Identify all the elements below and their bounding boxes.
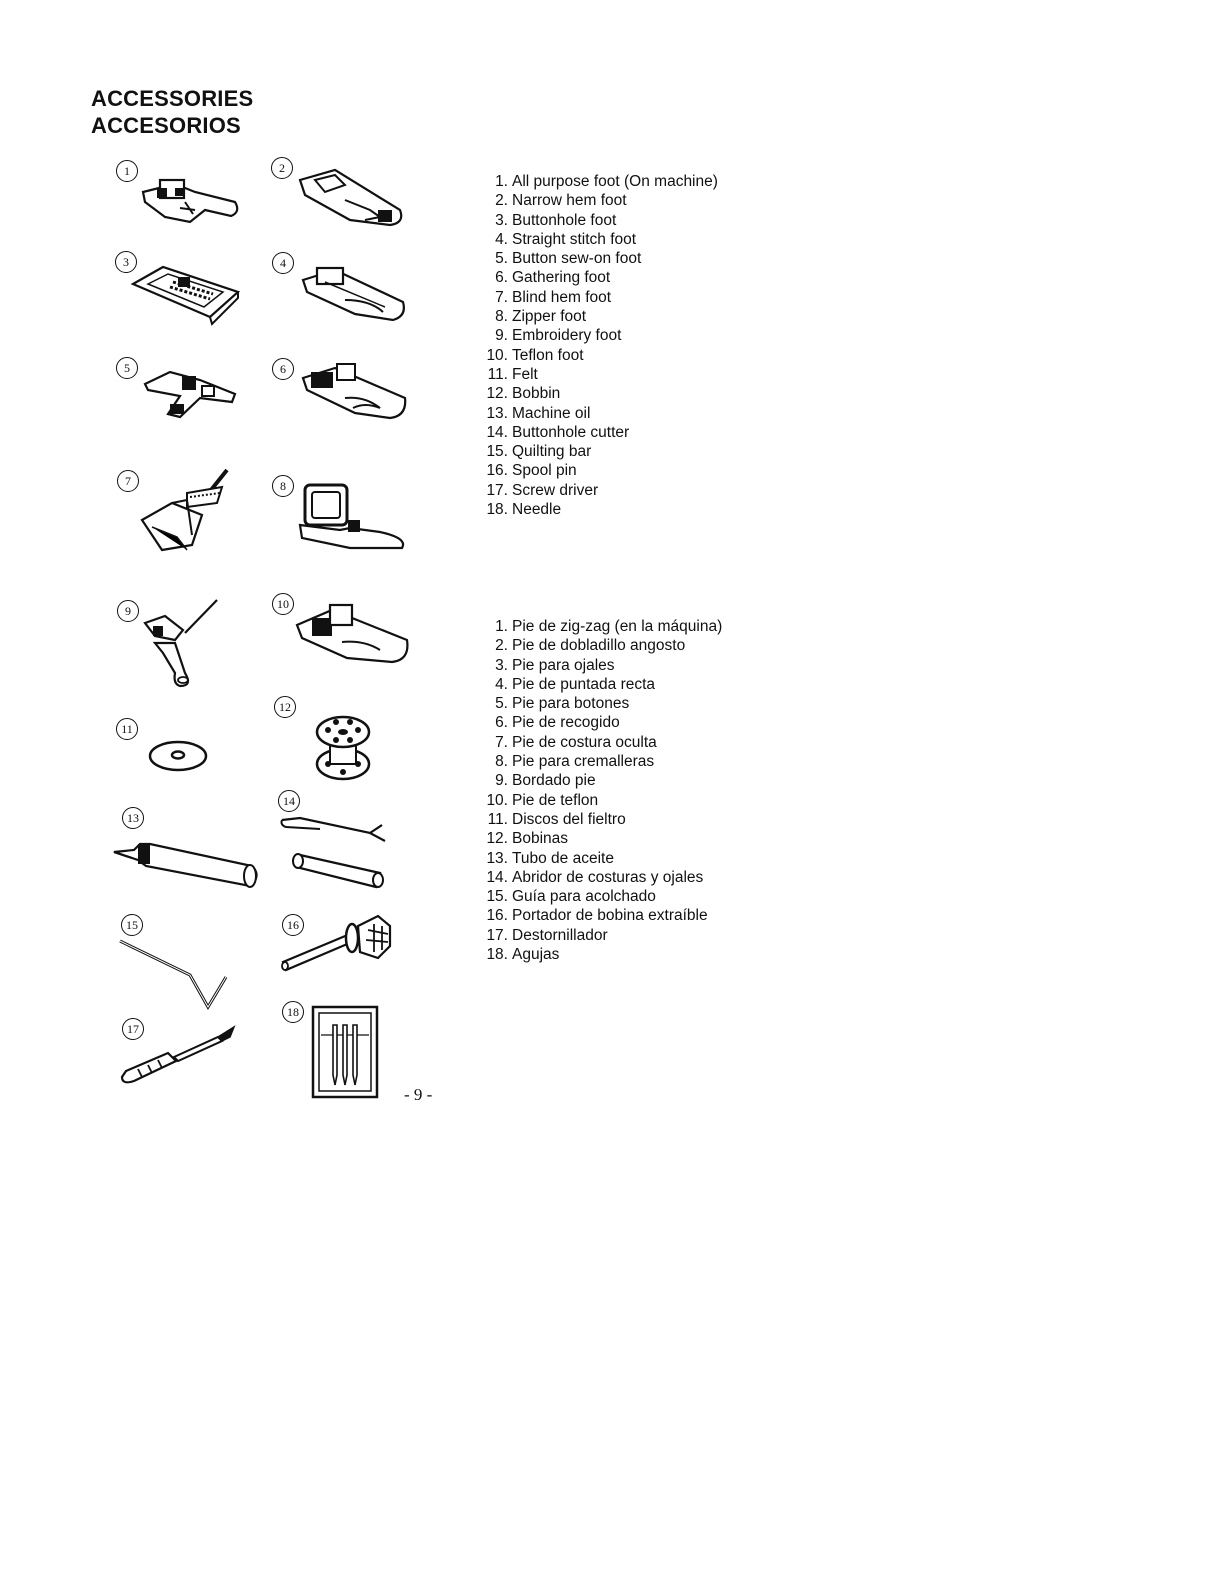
figure-number-14: 14 (278, 790, 300, 812)
all-purpose-foot-illustration (135, 172, 245, 237)
accessory-list-spanish (480, 617, 722, 964)
figure-number-6: 6 (272, 358, 294, 380)
list-item: 10. Pie de teflon (486, 791, 599, 809)
list-item: 9. Bordado pie (495, 772, 596, 790)
list-item: 8. Pie para cremalleras (495, 753, 655, 771)
list-item: 9. Embroidery foot (495, 327, 622, 345)
button-sew-on-foot-illustration (140, 362, 240, 424)
list-item: 18. Needle (486, 501, 562, 519)
screw-driver-illustration (118, 1025, 238, 1087)
figure-number-12: 12 (274, 696, 296, 718)
felt-disc-illustration (147, 738, 209, 774)
zipper-foot-illustration (290, 480, 410, 555)
figure-number-18: 18 (282, 1001, 304, 1023)
list-item: 16. Spool pin (486, 462, 577, 480)
bobbin-illustration (312, 712, 374, 782)
blind-hem-foot-illustration (132, 465, 242, 560)
needle-pack-illustration (311, 1005, 381, 1100)
list-item: 15. Guía para acolchado (486, 888, 656, 906)
buttonhole-cutter-illustration (280, 815, 390, 890)
list-item: 7. Blind hem foot (495, 288, 612, 306)
straight-stitch-foot-illustration (295, 262, 410, 332)
list-item: 6. Gathering foot (495, 269, 611, 287)
narrow-hem-foot-illustration (290, 165, 410, 240)
list-item: 14. Buttonhole cutter (486, 423, 630, 441)
list-item: 4. Straight stitch foot (495, 230, 637, 248)
figure-number-5: 5 (116, 357, 138, 379)
figure-number-1: 1 (116, 160, 138, 182)
quilting-bar-illustration (118, 935, 233, 1013)
page-title-spanish: ACCESORIOS (91, 113, 241, 138)
figure-number-8: 8 (272, 475, 294, 497)
figure-number-3: 3 (115, 251, 137, 273)
list-item: 12. Bobbin (486, 385, 561, 403)
list-item: 16. Portador de bobina extraíble (486, 907, 708, 925)
list-item: 2. Narrow hem foot (495, 192, 627, 210)
list-item: 11. Discos del fieltro (487, 810, 626, 828)
figure-number-7: 7 (117, 470, 139, 492)
list-item: 12. Bobinas (486, 830, 569, 848)
list-item: 1. All purpose foot (On machine) (495, 173, 718, 190)
list-item: 14. Abridor de costuras y ojales (486, 868, 704, 886)
list-item: 2. Pie de dobladillo angosto (495, 637, 686, 655)
figure-number-17: 17 (122, 1018, 144, 1040)
spool-pin-illustration (278, 912, 398, 974)
figure-number-4: 4 (272, 252, 294, 274)
page-number: - 9 - (404, 1085, 433, 1104)
buttonhole-foot-illustration (128, 262, 243, 327)
list-item: 5. Button sew-on foot (495, 250, 642, 268)
list-item: 1. Pie de zig-zag (en la máquina) (495, 618, 723, 635)
figure-number-16: 16 (282, 914, 304, 936)
teflon-foot-illustration (292, 600, 412, 672)
list-item: 13. Machine oil (486, 404, 591, 422)
figure-number-9: 9 (117, 600, 139, 622)
list-item: 13. Tubo de aceite (486, 849, 614, 867)
list-item: 6. Pie de recogido (495, 714, 620, 732)
figure-number-11: 11 (116, 718, 138, 740)
figure-number-13: 13 (122, 807, 144, 829)
figure-number-10: 10 (272, 593, 294, 615)
list-item: 17. Screw driver (486, 481, 599, 499)
list-item: 15. Quilting bar (486, 443, 592, 461)
list-item: 17. Destornillador (486, 926, 608, 944)
accessory-list-english (480, 172, 718, 519)
list-item: 3. Buttonhole foot (495, 211, 617, 229)
list-item: 3. Pie para ojales (495, 656, 615, 674)
figure-number-15: 15 (121, 914, 143, 936)
list-item: 8. Zipper foot (495, 308, 587, 326)
list-item: 4. Pie de puntada recta (495, 675, 656, 693)
list-item: 7. Pie de costura oculta (495, 733, 657, 751)
list-item: 11. Felt (487, 365, 538, 383)
page-title-english: ACCESSORIES (91, 86, 254, 111)
list-item: 18. Agujas (486, 946, 560, 964)
machine-oil-tube-illustration (112, 836, 262, 891)
list-item: 5. Pie para botones (495, 695, 630, 713)
list-item: 10. Teflon foot (486, 346, 584, 364)
embroidery-foot-illustration (135, 598, 225, 693)
gathering-foot-illustration (295, 358, 410, 428)
figure-number-2: 2 (271, 157, 293, 179)
